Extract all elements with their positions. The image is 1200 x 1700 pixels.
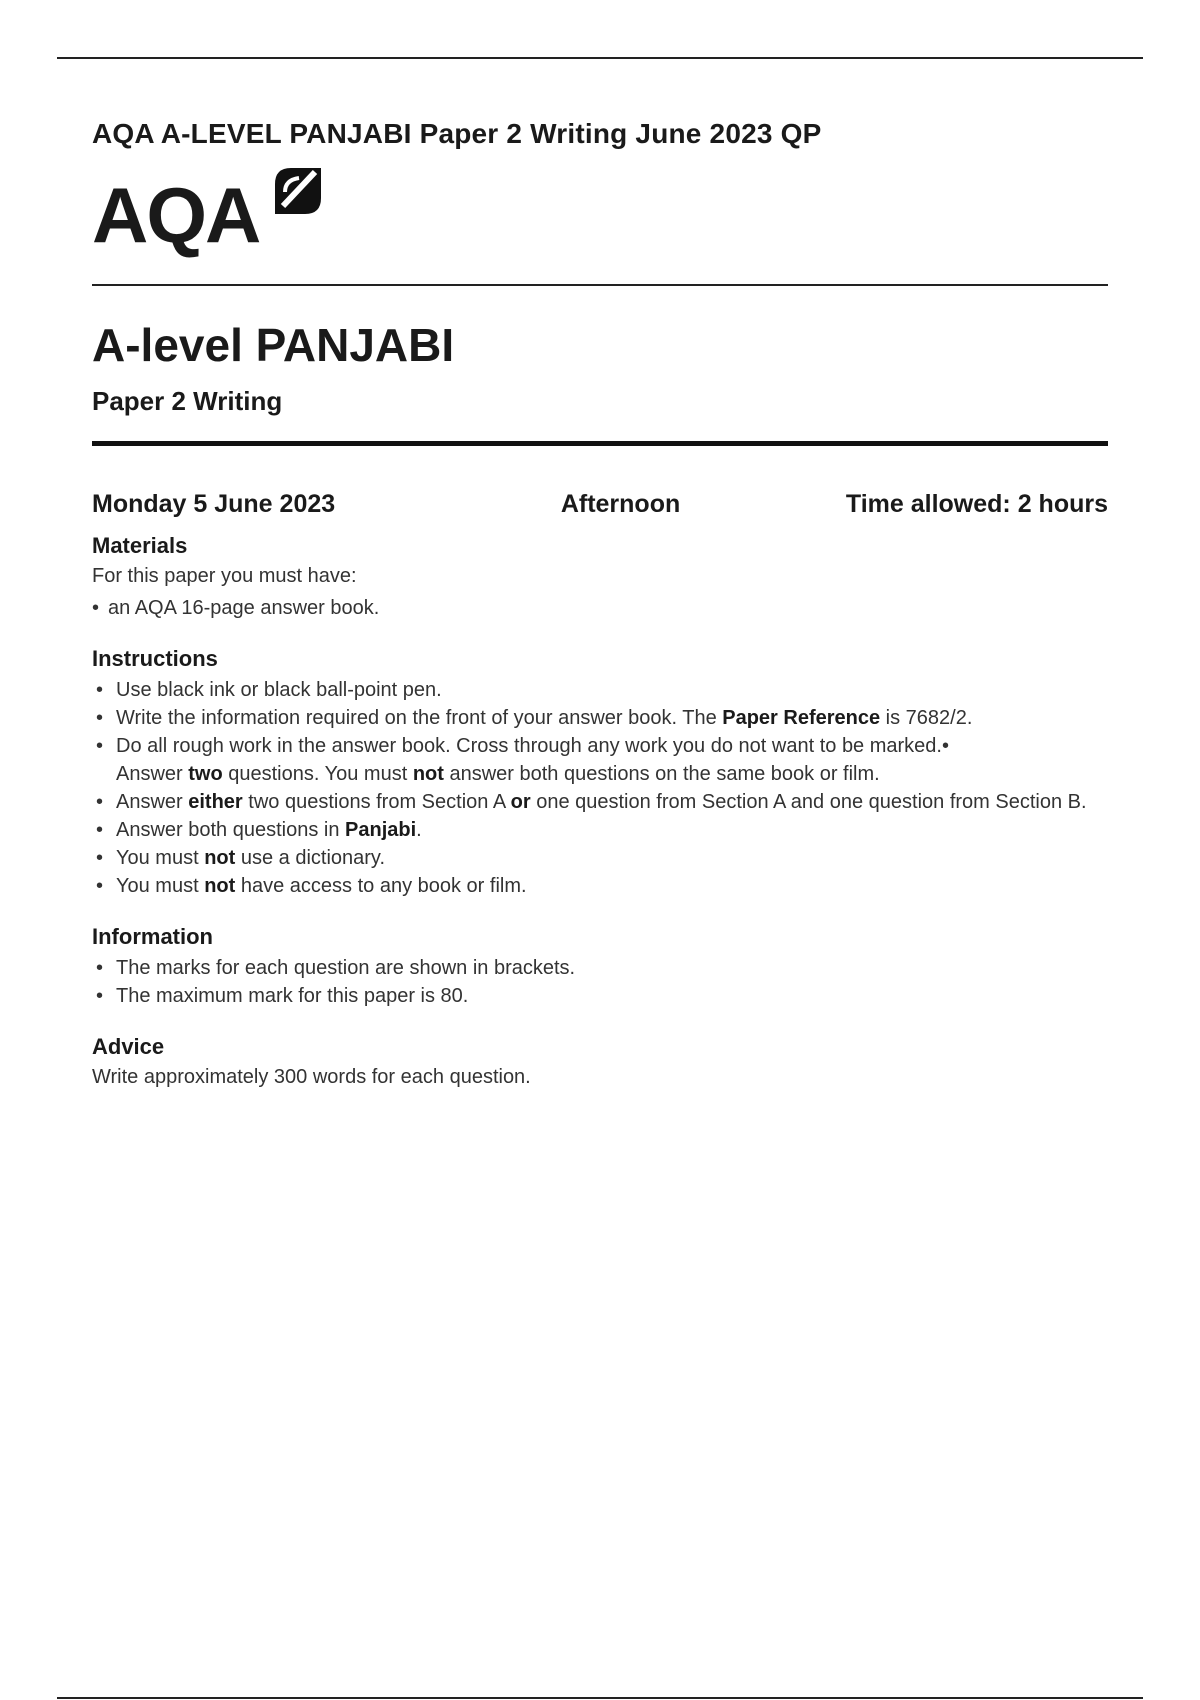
exam-date: Monday 5 June 2023 (92, 490, 336, 518)
advice-text: Write approximately 300 words for each question. (92, 1066, 531, 1088)
list-item: • Use black ink or black ball-point pen. (92, 676, 1108, 704)
list-item: • You must not use a dictionary. (92, 844, 1108, 872)
materials-intro: For this paper you must have: (92, 565, 357, 587)
list-item: • Answer either two questions from Section A or one question from Section A and one question from Section B. (92, 788, 1108, 816)
advice-heading: Advice (92, 1034, 165, 1059)
top-rule (57, 57, 1143, 59)
document-title: AQA A-LEVEL PANJABI Paper 2 Writing June 2023 QP (92, 118, 822, 149)
list-item: • The marks for each question are shown in brackets. (92, 954, 1108, 982)
instructions-heading: Instructions (92, 646, 218, 671)
leaf-icon (269, 162, 325, 220)
paper-title: Paper 2 Writing (92, 386, 283, 416)
instructions-list (92, 676, 1108, 900)
materials-list (92, 594, 1108, 622)
list-item: • Answer both questions in Panjabi. (92, 816, 1108, 844)
logo-wordmark: AQA (92, 171, 260, 259)
information-heading: Information (92, 924, 213, 949)
divider (92, 284, 1108, 286)
list-item: • The maximum mark for this paper is 80. (92, 982, 1108, 1010)
information-section (92, 924, 1108, 1010)
information-list (92, 954, 1108, 1010)
subject-title: A-level PANJABI (92, 319, 455, 371)
aqa-logo (92, 162, 1108, 259)
list-item: • You must not have access to any book or film. (92, 872, 1108, 900)
exam-cover-page (92, 118, 1108, 1091)
advice-section (92, 1034, 1108, 1091)
materials-heading: Materials (92, 533, 188, 558)
bottom-rule (57, 1697, 1143, 1699)
list-item: • Do all rough work in the answer book. Cross through any work you do not want to be marked.• Answer two questions. You must not answer both questions on the same book or film. (92, 732, 1108, 788)
list-item: • an AQA 16-page answer book. (92, 594, 1108, 622)
materials-section (92, 533, 1108, 622)
thick-divider (92, 441, 1108, 446)
exam-session: Afternoon (560, 490, 681, 518)
list-item: • Write the information required on the front of your answer book. The Paper Reference is 7682/2. (92, 704, 1108, 732)
time-allowed: Time allowed: 2 hours (845, 490, 1108, 518)
exam-details (92, 490, 1108, 519)
instructions-section (92, 646, 1108, 900)
